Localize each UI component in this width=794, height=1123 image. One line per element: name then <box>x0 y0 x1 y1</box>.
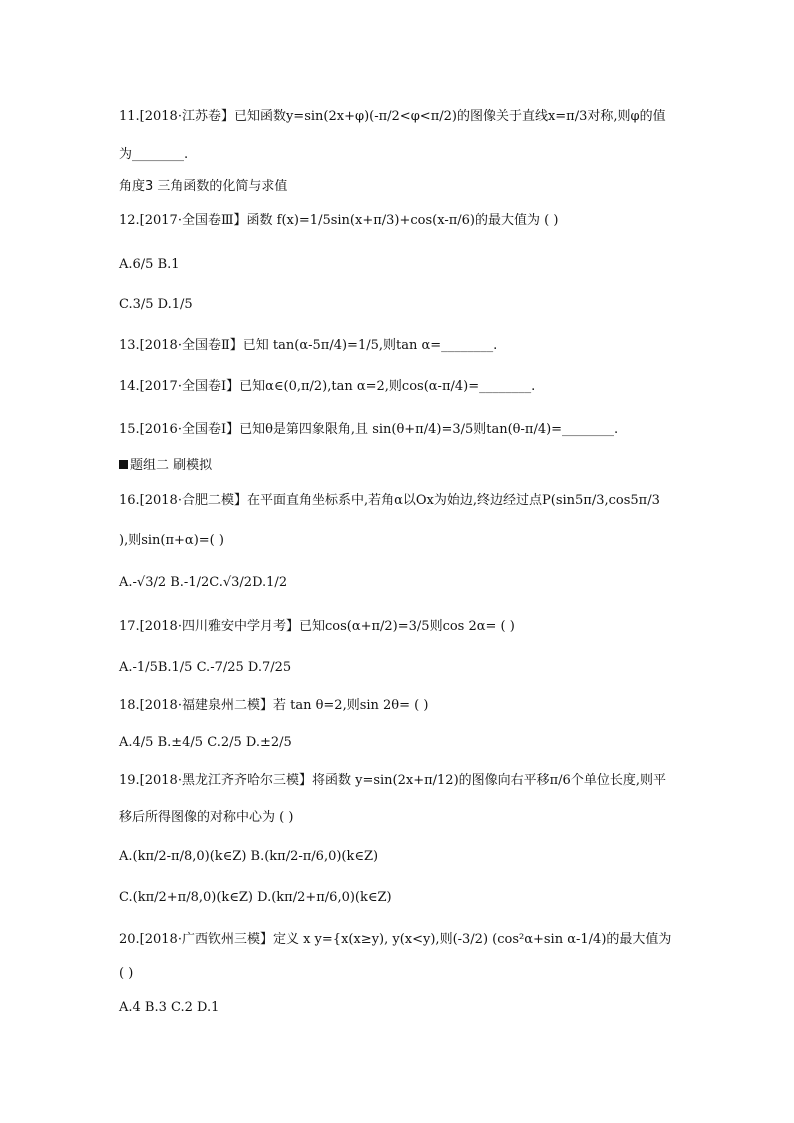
q19-options-ab: A.(kπ/2-π/8,0)(k∈Z) B.(kπ/2-π/6,0)(k∈Z) <box>119 849 379 864</box>
q13: 13.[2018·全国卷Ⅱ】已知 tan(α-5π/4)=1/5,则tan α=________. <box>119 338 498 353</box>
q16-line1: 16.[2018·合肥二模】在平面直角坐标系中,若角α以Ox为始边,终边经过点P(sin5π/3,cos5π/3 <box>119 493 660 508</box>
q19-options-cd: C.(kπ/2+π/8,0)(k∈Z) D.(kπ/2+π/6,0)(k∈Z) <box>119 890 392 905</box>
q12-options-ab: A.6/5 B.1 <box>119 257 180 272</box>
q18-stem: 18.[2018·福建泉州二模】若 tan θ=2,则sin 2θ= ( ) <box>119 698 429 713</box>
q14: 14.[2017·全国卷Ⅰ】已知α∈(0,π/2),tan α=2,则cos(α-π/4)=________. <box>119 379 536 394</box>
q19-line1: 19.[2018·黑龙江齐齐哈尔三模】将函数 y=sin(2x+π/12)的图像向右平移π/6个单位长度,则平 <box>119 773 666 788</box>
q17-options: A.-1/5B.1/5 C.-7/25 D.7/25 <box>119 660 292 675</box>
q12-options-cd: C.3/5 D.1/5 <box>119 297 193 312</box>
q20-paren: ( ) <box>119 966 134 981</box>
section-heading-angle3: 角度3 三角函数的化简与求值 <box>119 179 288 194</box>
group2-heading <box>119 457 734 475</box>
q15: 15.[2016·全国卷Ⅰ】已知θ是第四象限角,且 sin(θ+π/4)=3/5则tan(θ-π/4)=________. <box>119 422 619 437</box>
q19-line2: 移后所得图像的对称中心为 ( ) <box>119 810 294 825</box>
square-bullet-icon <box>119 460 128 469</box>
q12-stem: 12.[2017·全国卷Ⅲ】函数 f(x)=1/5sin(x+π/3)+cos(x-π/6)的最大值为 ( ) <box>119 213 559 228</box>
group2-heading-text: 题组二 刷模拟 <box>130 458 213 473</box>
q17-stem: 17.[2018·四川雅安中学月考】已知cos(α+π/2)=3/5则cos 2α= ( ) <box>119 619 515 634</box>
q20-options: A.4 B.3 C.2 D.1 <box>119 1000 220 1015</box>
q11-line1: 11.[2018·江苏卷】已知函数y=sin(2x+φ)(-π/2<φ<π/2)的图像关于直线x=π/3对称,则φ的值 <box>119 109 666 124</box>
q18-options: A.4/5 B.±4/5 C.2/5 D.±2/5 <box>119 735 292 750</box>
q20-stem: 20.[2018·广西钦州三模】定义 x y={x(x≥y), y(x<y),则(-3/2) (cos²α+sin α-1/4)的最大值为 <box>119 932 672 947</box>
q11-line2: 为________. <box>119 147 189 162</box>
q16-line2: ),则sin(π+α)=( ) <box>119 533 224 548</box>
q16-options: A.-√3/2 B.-1/2C.√3/2D.1/2 <box>119 575 288 590</box>
